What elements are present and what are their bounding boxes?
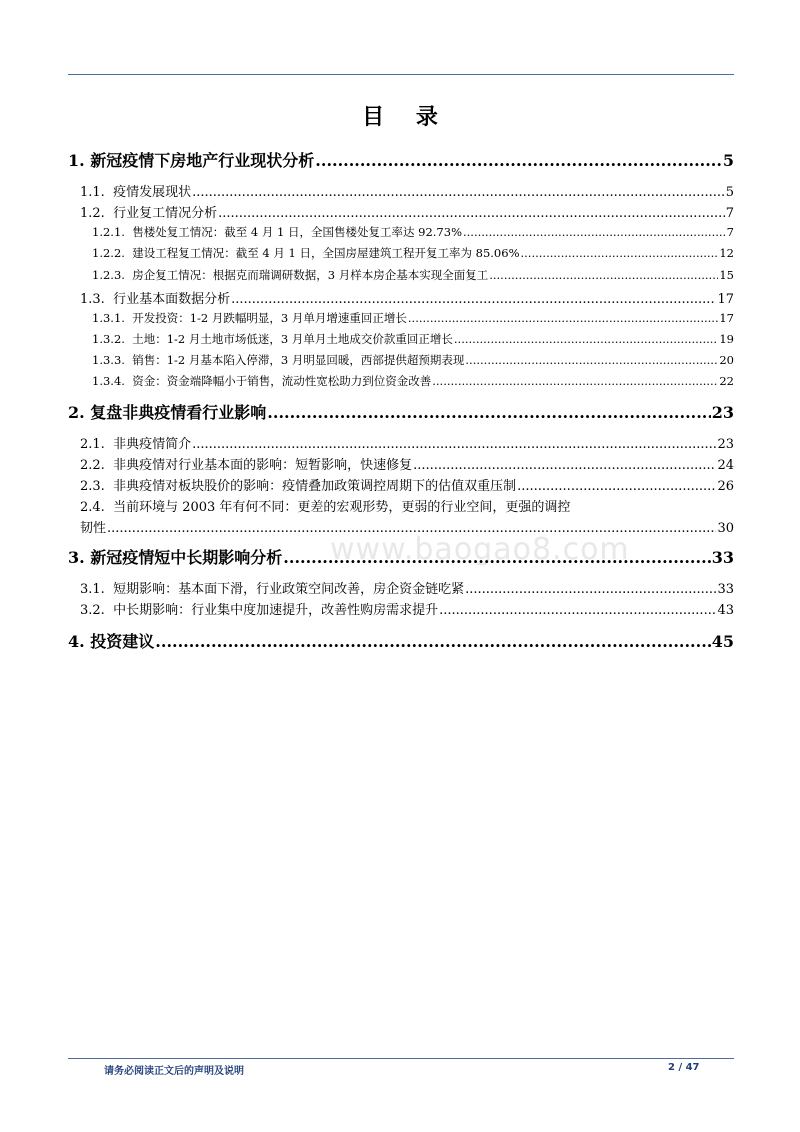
toc-num: 3. <box>68 548 85 567</box>
toc-page: 22 <box>719 374 734 388</box>
toc-num: 3.1. <box>80 582 105 597</box>
toc-text: 建设工程复工情况：截至 4 月 1 日，全国房屋建筑工程开复工率为 85.06% <box>132 246 520 260</box>
toc-page: 43 <box>717 603 734 618</box>
toc-leader <box>489 268 718 282</box>
toc-text: 开发投资：1-2 月跌幅明显，3 月单月增速重回正增长 <box>132 311 407 325</box>
toc-entry-3-1[interactable] <box>80 578 734 597</box>
toc-page: 33 <box>717 582 734 597</box>
toc-leader <box>465 582 716 597</box>
toc-leader <box>463 225 726 239</box>
toc-leader <box>267 403 710 422</box>
toc-entry-1-2[interactable] <box>80 202 734 221</box>
toc-text: 短期影响：基本面下滑，行业政策空间改善，房企资金链吃紧 <box>113 582 465 597</box>
toc-num: 2.2. <box>80 458 105 473</box>
toc-page: 7 <box>725 206 734 221</box>
toc-entry-2-3[interactable] <box>80 475 734 494</box>
toc-text: 投资建议 <box>90 632 155 651</box>
toc-num: 2.3. <box>80 479 105 494</box>
toc-page: 15 <box>719 268 734 282</box>
toc-leader <box>413 458 716 473</box>
toc-page: 23 <box>717 437 734 452</box>
toc-entry-2-2[interactable] <box>80 454 734 473</box>
toc-num: 4. <box>68 632 85 651</box>
header-rule <box>68 74 734 75</box>
toc-text: 中长期影响：行业集中度加速提升，改善性购房需求提升 <box>113 603 439 618</box>
toc-leader <box>218 206 725 221</box>
toc-page: 17 <box>717 292 734 307</box>
toc-text: 行业复工情况分析 <box>113 206 218 221</box>
toc-entry-1-1[interactable] <box>80 181 734 200</box>
toc-text: 房企复工情况：根据克而瑞调研数据，3 月样本房企基本实现全面复工 <box>132 268 489 282</box>
toc-page: 5 <box>722 151 734 170</box>
toc-text: 销售：1-2 月基本陷入停滞，3 月明显回暖，西部提供超预期表现 <box>132 353 465 367</box>
toc-entry-1-3-4[interactable] <box>92 373 734 389</box>
toc-entry-1-2-2[interactable] <box>92 245 734 261</box>
footer-rule <box>68 1058 734 1059</box>
toc-num: 3.2. <box>80 603 105 618</box>
toc-num: 1.3.4. <box>92 374 125 388</box>
toc-num: 2.4. <box>80 500 105 515</box>
toc-text: 非典疫情对板块股价的影响：疫情叠加政策调控周期下的估值双重压制 <box>113 479 517 494</box>
toc-text: 售楼处复工情况：截至 4 月 1 日，全国售楼处复工率达 92.73% <box>132 225 462 239</box>
toc-leader <box>432 374 718 388</box>
toc-num: 1. <box>68 151 85 170</box>
toc-leader <box>439 603 716 618</box>
toc-num: 2. <box>68 403 85 422</box>
toc-page: 33 <box>711 548 734 567</box>
watermark: www.baogao8.com <box>330 532 630 567</box>
toc-leader <box>155 632 710 651</box>
toc-text: 资金：资金端降幅小于销售，流动性宽松助力到位资金改善 <box>132 374 432 388</box>
toc-leader <box>192 185 725 200</box>
toc-page: 5 <box>725 185 734 200</box>
toc-leader <box>107 521 716 536</box>
toc-page: 17 <box>719 311 734 325</box>
toc-page: 45 <box>711 632 734 651</box>
toc-page: 19 <box>719 332 734 346</box>
footer-page-indicator: 2 / 47 <box>668 1062 700 1073</box>
toc-leader <box>192 437 716 452</box>
toc-num: 1.2. <box>80 206 105 221</box>
toc-entry-2[interactable] <box>68 400 734 423</box>
toc-text: 复盘非典疫情看行业影响 <box>90 403 267 422</box>
toc-text: 行业基本面数据分析 <box>113 292 231 307</box>
toc-entry-1-3[interactable] <box>80 288 734 307</box>
toc-entry-4[interactable] <box>68 629 734 652</box>
toc-leader <box>465 353 718 367</box>
toc-page: 23 <box>711 403 734 422</box>
toc-page: 30 <box>717 521 734 536</box>
toc-entry-1-2-1[interactable] <box>92 224 734 240</box>
toc-text: 新冠疫情下房地产行业现状分析 <box>90 151 315 170</box>
toc-entry-2-4-continued[interactable] <box>80 517 734 536</box>
toc-page: 12 <box>719 246 734 260</box>
toc-entry-1[interactable] <box>68 148 734 171</box>
toc-entry-1-3-3[interactable] <box>92 352 734 368</box>
toc-leader <box>231 292 716 307</box>
toc-leader <box>454 332 718 346</box>
toc-text: 疫情发展现状 <box>113 185 192 200</box>
toc-leader <box>517 479 716 494</box>
toc-entry-1-2-3[interactable] <box>92 267 734 283</box>
toc-leader <box>283 548 710 567</box>
toc-page: 24 <box>717 458 734 473</box>
toc-text: 土地：1-2 月土地市场低迷，3 月单月土地成交价款重回正增长 <box>132 332 453 346</box>
toc-num: 1.2.3. <box>92 268 125 282</box>
toc-text-continued: 韧性 <box>80 521 107 536</box>
toc-entry-1-3-1[interactable] <box>92 310 734 326</box>
toc-page: 20 <box>719 353 734 367</box>
toc-text: 新冠疫情短中长期影响分析 <box>90 548 283 567</box>
footer-disclaimer: 请务必阅读正文后的声明及说明 <box>104 1066 244 1077</box>
toc-leader <box>408 311 718 325</box>
toc-page: 26 <box>717 479 734 494</box>
toc-num: 1.3.3. <box>92 353 125 367</box>
toc-text: 非典疫情对行业基本面的影响：短暂影响，快速修复 <box>113 458 413 473</box>
toc-num: 1.2.1. <box>92 225 125 239</box>
toc-num: 1.3.2. <box>92 332 125 346</box>
toc-num: 2.1. <box>80 437 105 452</box>
toc-entry-2-1[interactable] <box>80 433 734 452</box>
toc-leader <box>315 151 722 170</box>
toc-page: 7 <box>726 225 734 239</box>
toc-num: 1.3. <box>80 292 105 307</box>
toc-entry-3-2[interactable] <box>80 599 734 618</box>
toc-num: 1.3.1. <box>92 311 125 325</box>
toc-text: 非典疫情简介 <box>113 437 192 452</box>
toc-entry-2-4[interactable] <box>80 496 570 515</box>
toc-entry-1-3-2[interactable] <box>92 331 734 347</box>
toc-leader <box>521 246 719 260</box>
page-title: 目 录 <box>362 104 450 130</box>
toc-num: 1.2.2. <box>92 246 125 260</box>
toc-entry-3[interactable] <box>68 545 734 568</box>
toc-num: 1.1. <box>80 185 105 200</box>
toc-text: 当前环境与 2003 年有何不同：更差的宏观形势，更弱的行业空间，更强的调控 <box>113 500 571 515</box>
